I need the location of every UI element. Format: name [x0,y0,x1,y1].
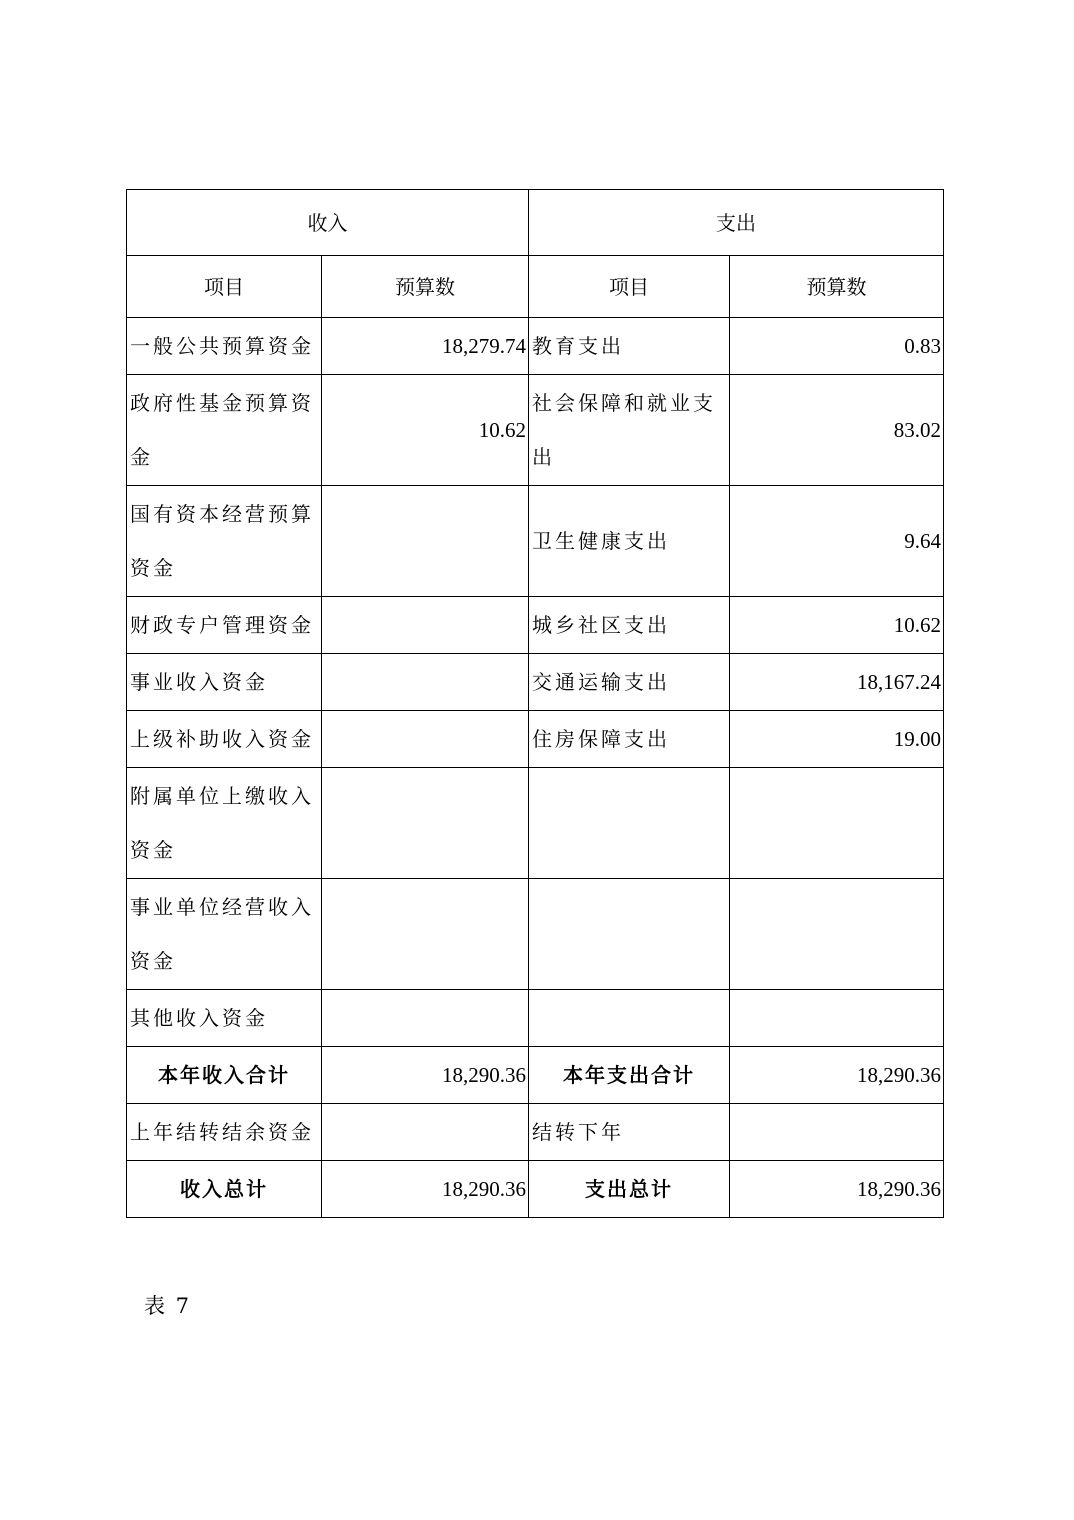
table-row [127,597,944,654]
annual-total-row [127,1047,944,1104]
expense-item [529,879,730,990]
expense-value: 18,167.24 [730,654,944,711]
income-value: 10.62 [322,375,529,486]
income-value [322,711,529,768]
income-item: 一般公共预算资金 [127,318,322,375]
expense-header: 支出 [529,190,944,256]
income-item: 财政专户管理资金 [127,597,322,654]
expense-item-header: 项目 [529,256,730,318]
income-value [322,990,529,1047]
income-value: 18,279.74 [322,318,529,375]
expense-grand-total-value: 18,290.36 [730,1161,944,1218]
expense-annual-total-value: 18,290.36 [730,1047,944,1104]
expense-annual-total-label: 本年支出合计 [529,1047,730,1104]
income-item: 其他收入资金 [127,990,322,1047]
income-value [322,879,529,990]
income-value [322,597,529,654]
expense-value: 83.02 [730,375,944,486]
income-item: 上年结转结余资金 [127,1104,322,1161]
expense-value: 9.64 [730,486,944,597]
income-item: 附属单位上缴收入资金 [127,768,322,879]
expense-value [730,990,944,1047]
expense-item: 住房保障支出 [529,711,730,768]
income-grand-total-label: 收入总计 [127,1161,322,1218]
income-annual-total-value: 18,290.36 [322,1047,529,1104]
table-row [127,990,944,1047]
expense-value: 10.62 [730,597,944,654]
table-row [127,654,944,711]
expense-value: 0.83 [730,318,944,375]
table-number-caption: 表 7 [144,1294,192,1318]
income-item: 上级补助收入资金 [127,711,322,768]
expense-item: 城乡社区支出 [529,597,730,654]
expense-item: 结转下年 [529,1104,730,1161]
expense-item: 卫生健康支出 [529,486,730,597]
table-row [127,711,944,768]
income-annual-total-label: 本年收入合计 [127,1047,322,1104]
expense-item [529,990,730,1047]
header-row [127,190,944,256]
table-row [127,486,944,597]
expense-item [529,768,730,879]
grand-total-row [127,1161,944,1218]
income-item: 国有资本经营预算资金 [127,486,322,597]
expense-value [730,1104,944,1161]
expense-budget-header: 预算数 [730,256,944,318]
income-item: 事业单位经营收入资金 [127,879,322,990]
expense-item: 教育支出 [529,318,730,375]
expense-grand-total-label: 支出总计 [529,1161,730,1218]
income-budget-header: 预算数 [322,256,529,318]
income-header: 收入 [127,190,529,256]
income-value [322,486,529,597]
expense-value [730,768,944,879]
table-row [127,879,944,990]
income-value [322,1104,529,1161]
expense-value [730,879,944,990]
income-value [322,654,529,711]
income-item: 政府性基金预算资金 [127,375,322,486]
expense-item: 交通运输支出 [529,654,730,711]
income-grand-total-value: 18,290.36 [322,1161,529,1218]
income-value [322,768,529,879]
table-row [127,318,944,375]
expense-value: 19.00 [730,711,944,768]
subheader-row [127,256,944,318]
income-item-header: 项目 [127,256,322,318]
income-item: 事业收入资金 [127,654,322,711]
budget-table [126,189,944,1218]
table-row [127,1104,944,1161]
expense-item: 社会保障和就业支出 [529,375,730,486]
table-row [127,375,944,486]
table-row [127,768,944,879]
